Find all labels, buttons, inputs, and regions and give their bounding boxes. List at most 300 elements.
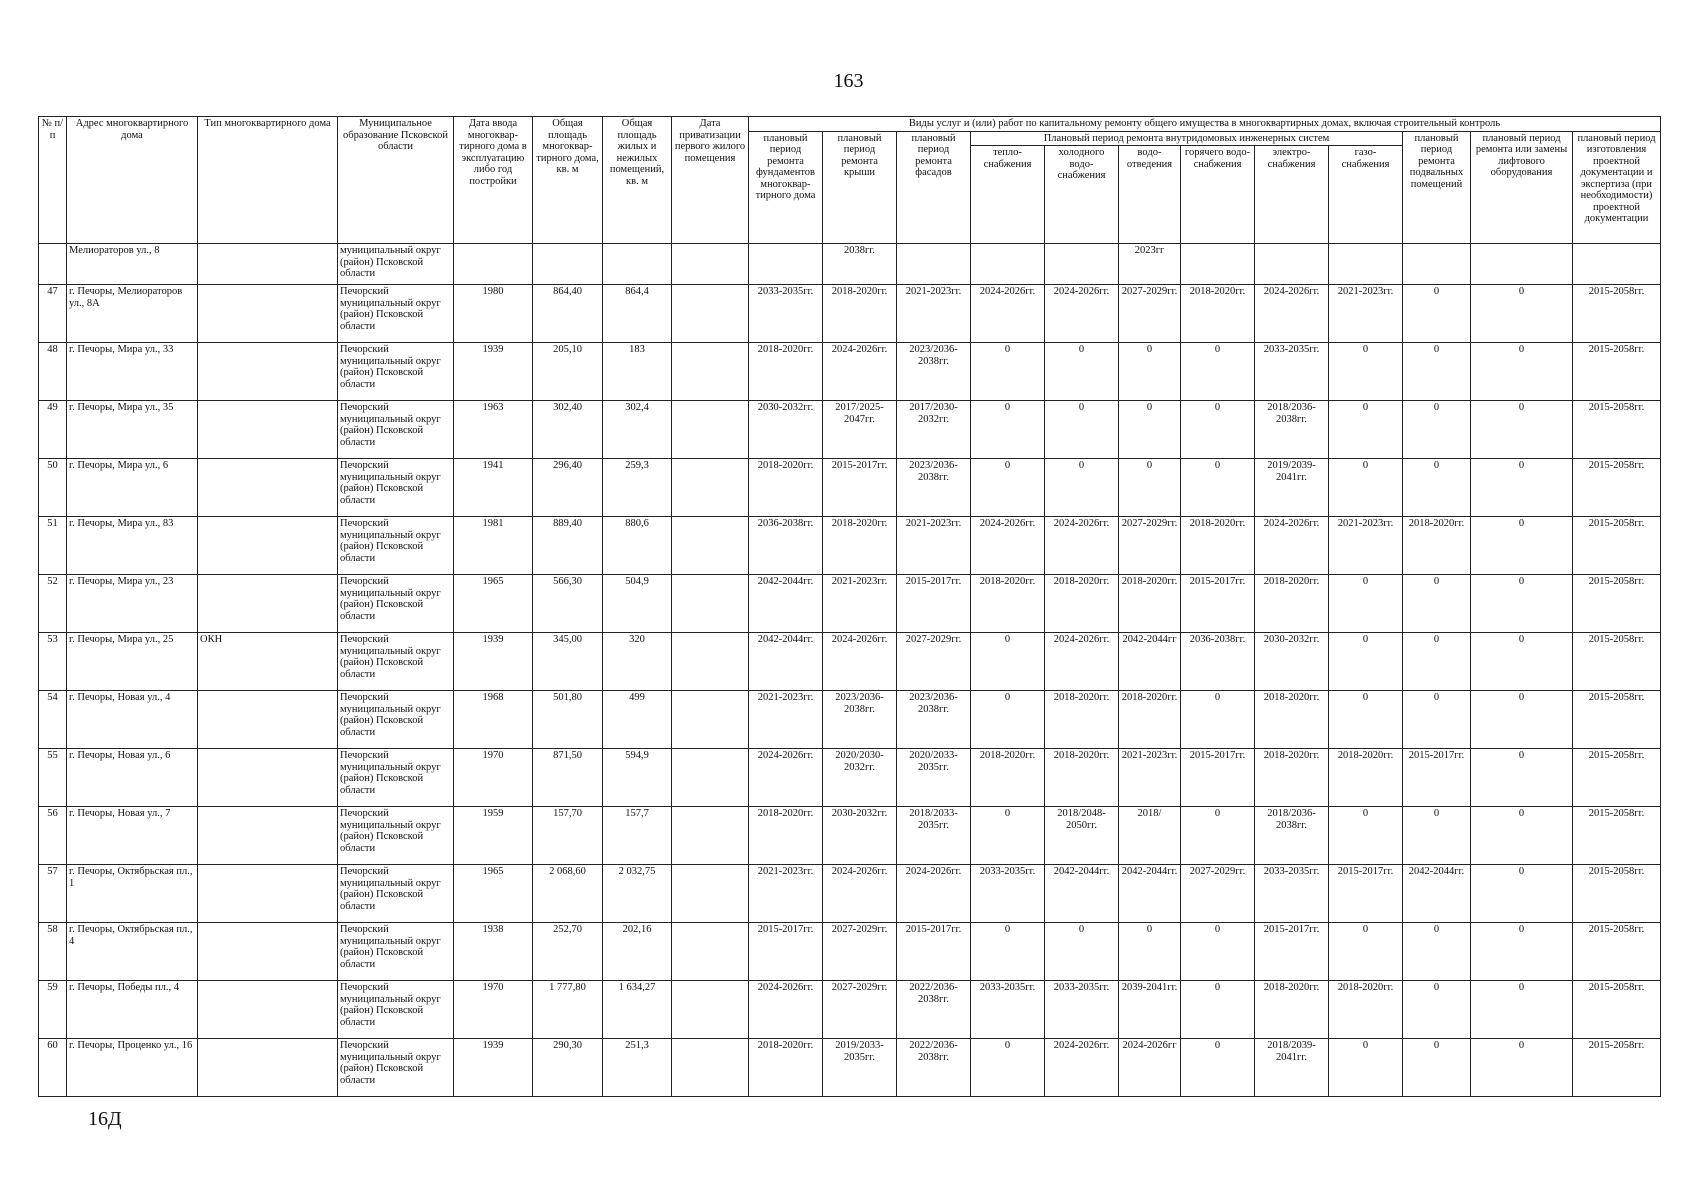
cell-heat: 0	[971, 923, 1045, 981]
cell-address: г. Печоры, Новая ул., 7	[67, 807, 198, 865]
cell-basement: 0	[1403, 923, 1471, 981]
cell-basement: 0	[1403, 633, 1471, 691]
cell-total-area: 345,00	[533, 633, 603, 691]
cell-elevator: 0	[1471, 807, 1573, 865]
cell-municipality: Печорский муниципальный округ (район) Псковской области	[338, 981, 454, 1039]
cell-heat: 0	[971, 633, 1045, 691]
cell-roof: 2030-2032гг.	[823, 807, 897, 865]
cell-design: 2015-2058гг.	[1573, 923, 1661, 981]
cell-living-area: 504,9	[603, 575, 672, 633]
cell-sewer: 0	[1119, 401, 1181, 459]
cell-gas: 2021-2023гг.	[1329, 285, 1403, 343]
cell-num: 58	[39, 923, 67, 981]
cell-type	[198, 691, 338, 749]
header-roof: плановый период ремонта крыши	[823, 131, 897, 244]
cell-privatization	[672, 285, 749, 343]
cell-privatization	[672, 343, 749, 401]
table-row	[39, 923, 1661, 981]
cell-cold-water: 2024-2026гг.	[1045, 1039, 1119, 1097]
cell-heat: 2018-2020гг.	[971, 749, 1045, 807]
cell-design: 2015-2058гг.	[1573, 459, 1661, 517]
cell-electric: 2018-2020гг.	[1255, 575, 1329, 633]
cell-foundation: 2018-2020гг.	[749, 807, 823, 865]
cell-gas: 0	[1329, 401, 1403, 459]
cell-design: 2015-2058гг.	[1573, 401, 1661, 459]
cell-address: г. Печоры, Мира ул., 33	[67, 343, 198, 401]
cell-roof: 2018-2020гг.	[823, 285, 897, 343]
cell-living-area: 320	[603, 633, 672, 691]
header-foundation: плановый период ремонта фундаментов многоквар- тирного дома	[749, 131, 823, 244]
cell-type	[198, 981, 338, 1039]
cell-privatization	[672, 517, 749, 575]
cell-gas	[1329, 244, 1403, 285]
table-row	[39, 285, 1661, 343]
cell-heat: 2024-2026гг.	[971, 517, 1045, 575]
cell-privatization	[672, 401, 749, 459]
header-facade: плановый период ремонта фасадов	[897, 131, 971, 244]
cell-elevator: 0	[1471, 749, 1573, 807]
cell-municipality: Печорский муниципальный округ (район) Псковской области	[338, 633, 454, 691]
table-row	[39, 807, 1661, 865]
cell-roof: 2020/2030-2032гг.	[823, 749, 897, 807]
cell-cold-water: 2042-2044гг.	[1045, 865, 1119, 923]
cell-type	[198, 865, 338, 923]
cell-privatization	[672, 865, 749, 923]
cell-num: 57	[39, 865, 67, 923]
cell-hot-water: 2015-2017гг.	[1181, 749, 1255, 807]
cell-facade: 2018/2033-2035гг.	[897, 807, 971, 865]
header-commissioning-date: Дата ввода многоквар- тирного дома в эксплуатацию либо год постройки	[454, 117, 533, 244]
cell-address: г. Печоры, Победы пл., 4	[67, 981, 198, 1039]
cell-heat: 2033-2035гг.	[971, 981, 1045, 1039]
cell-gas: 2015-2017гг.	[1329, 865, 1403, 923]
cell-elevator: 0	[1471, 1039, 1573, 1097]
cell-cold-water: 2024-2026гг.	[1045, 285, 1119, 343]
cell-basement: 0	[1403, 1039, 1471, 1097]
cell-sewer: 2018-2020гг.	[1119, 575, 1181, 633]
cell-address: г. Печоры, Мира ул., 23	[67, 575, 198, 633]
cell-heat: 0	[971, 401, 1045, 459]
cell-elevator: 0	[1471, 923, 1573, 981]
table-row	[39, 865, 1661, 923]
cell-heat: 0	[971, 1039, 1045, 1097]
cell-address: г. Печоры, Мира ул., 6	[67, 459, 198, 517]
cell-type	[198, 459, 338, 517]
table-row	[39, 749, 1661, 807]
cell-type	[198, 1039, 338, 1097]
cell-electric: 2018-2020гг.	[1255, 691, 1329, 749]
cell-num: 52	[39, 575, 67, 633]
cell-heat: 2033-2035гг.	[971, 865, 1045, 923]
cell-address: г. Печоры, Мелиораторов ул., 8А	[67, 285, 198, 343]
cell-design: 2015-2058гг.	[1573, 749, 1661, 807]
cell-hot-water: 0	[1181, 1039, 1255, 1097]
cell-facade: 2022/2036-2038гг.	[897, 1039, 971, 1097]
cell-basement: 0	[1403, 575, 1471, 633]
cell-heat: 0	[971, 691, 1045, 749]
cell-basement: 2015-2017гг.	[1403, 749, 1471, 807]
cell-facade: 2027-2029гг.	[897, 633, 971, 691]
cell-basement: 2042-2044гг.	[1403, 865, 1471, 923]
cell-elevator: 0	[1471, 343, 1573, 401]
cell-electric: 2033-2035гг.	[1255, 865, 1329, 923]
cell-electric: 2030-2032гг.	[1255, 633, 1329, 691]
cell-year: 1965	[454, 575, 533, 633]
cell-hot-water: 0	[1181, 807, 1255, 865]
cell-sewer: 2018/	[1119, 807, 1181, 865]
cell-num: 59	[39, 981, 67, 1039]
cell-electric: 2019/2039-2041гг.	[1255, 459, 1329, 517]
cell-design: 2015-2058гг.	[1573, 981, 1661, 1039]
table-row-continuation	[39, 244, 1661, 285]
cell-gas: 2021-2023гг.	[1329, 517, 1403, 575]
cell-foundation: 2024-2026гг.	[749, 981, 823, 1039]
cell-heat: 0	[971, 459, 1045, 517]
cell-cold-water: 2024-2026гг.	[1045, 633, 1119, 691]
cell-sewer: 2027-2029гг.	[1119, 285, 1181, 343]
table-row	[39, 517, 1661, 575]
cell-privatization	[672, 244, 749, 285]
cell-sewer: 2039-2041гг.	[1119, 981, 1181, 1039]
cell-gas: 0	[1329, 575, 1403, 633]
cell-year	[454, 244, 533, 285]
cell-elevator: 0	[1471, 459, 1573, 517]
cell-type	[198, 749, 338, 807]
cell-cold-water: 0	[1045, 459, 1119, 517]
cell-roof: 2024-2026гг.	[823, 865, 897, 923]
cell-privatization	[672, 459, 749, 517]
cell-total-area: 302,40	[533, 401, 603, 459]
cell-facade: 2023/2036-2038гг.	[897, 691, 971, 749]
cell-hot-water: 0	[1181, 981, 1255, 1039]
header-heat-supply: тепло- снабжения	[971, 146, 1045, 244]
cell-hot-water	[1181, 244, 1255, 285]
header-design-docs: плановый период изготовления проектной документации и экспертиза (при необходимости) проектной документации	[1573, 131, 1661, 244]
cell-facade: 2023/2036-2038гг.	[897, 343, 971, 401]
page-number: 163	[833, 70, 864, 92]
table-row	[39, 1039, 1661, 1097]
header-municipality: Муниципальное образование Псковской области	[338, 117, 454, 244]
cell-foundation: 2042-2044гг.	[749, 575, 823, 633]
header-total-area: Общая площадь многоквар- тирного дома, кв. м	[533, 117, 603, 244]
cell-num: 53	[39, 633, 67, 691]
table-row	[39, 575, 1661, 633]
cell-roof: 2019/2033-2035гг.	[823, 1039, 897, 1097]
cell-hot-water: 2018-2020гг.	[1181, 517, 1255, 575]
cell-facade: 2021-2023гг.	[897, 285, 971, 343]
cell-address: г. Печоры, Мира ул., 35	[67, 401, 198, 459]
cell-gas: 0	[1329, 807, 1403, 865]
cell-municipality: Печорский муниципальный округ (район) Псковской области	[338, 749, 454, 807]
cell-privatization	[672, 981, 749, 1039]
cell-roof: 2015-2017гг.	[823, 459, 897, 517]
cell-electric: 2018/2036-2038гг.	[1255, 807, 1329, 865]
cell-hot-water: 2015-2017гг.	[1181, 575, 1255, 633]
cell-total-area: 2 068,60	[533, 865, 603, 923]
cell-basement: 2018-2020гг.	[1403, 517, 1471, 575]
cell-electric: 2015-2017гг.	[1255, 923, 1329, 981]
cell-roof: 2023/2036-2038гг.	[823, 691, 897, 749]
cell-cold-water: 2018-2020гг.	[1045, 575, 1119, 633]
header-engineering-group: Плановый период ремонта внутридомовых инженерных систем	[971, 131, 1403, 146]
header-living-area: Общая площадь жилых и нежилых помещений, кв. м	[603, 117, 672, 244]
cell-heat	[971, 244, 1045, 285]
cell-type	[198, 807, 338, 865]
cell-foundation: 2030-2032гг.	[749, 401, 823, 459]
cell-foundation	[749, 244, 823, 285]
cell-living-area	[603, 244, 672, 285]
cell-total-area: 871,50	[533, 749, 603, 807]
cell-living-area: 157,7	[603, 807, 672, 865]
cell-living-area: 2 032,75	[603, 865, 672, 923]
cell-elevator: 0	[1471, 981, 1573, 1039]
cell-gas: 0	[1329, 633, 1403, 691]
header-type: Тип многоквартирного дома	[198, 117, 338, 244]
table-row	[39, 981, 1661, 1039]
cell-year: 1980	[454, 285, 533, 343]
cell-year: 1968	[454, 691, 533, 749]
cell-sewer: 2023гг	[1119, 244, 1181, 285]
cell-living-area: 251,3	[603, 1039, 672, 1097]
cell-living-area: 1 634,27	[603, 981, 672, 1039]
cell-living-area: 594,9	[603, 749, 672, 807]
capital-repair-table	[38, 116, 1661, 1097]
cell-elevator: 0	[1471, 401, 1573, 459]
cell-cold-water: 2018/2048-2050гг.	[1045, 807, 1119, 865]
cell-sewer: 0	[1119, 923, 1181, 981]
cell-year: 1939	[454, 1039, 533, 1097]
cell-municipality: Печорский муниципальный округ (район) Псковской области	[338, 691, 454, 749]
table-row	[39, 343, 1661, 401]
cell-basement: 0	[1403, 981, 1471, 1039]
header-elevator: плановый период ремонта или замены лифтового оборудования	[1471, 131, 1573, 244]
cell-cold-water: 2018-2020гг.	[1045, 691, 1119, 749]
cell-design: 2015-2058гг.	[1573, 285, 1661, 343]
cell-municipality: Печорский муниципальный округ (район) Псковской области	[338, 865, 454, 923]
cell-electric: 2018/2039-2041гг.	[1255, 1039, 1329, 1097]
cell-electric: 2024-2026гг.	[1255, 517, 1329, 575]
cell-facade: 2020/2033-2035гг.	[897, 749, 971, 807]
cell-total-area: 864,40	[533, 285, 603, 343]
cell-roof: 2038гг.	[823, 244, 897, 285]
cell-foundation: 2042-2044гг.	[749, 633, 823, 691]
cell-basement: 0	[1403, 459, 1471, 517]
cell-foundation: 2015-2017гг.	[749, 923, 823, 981]
cell-facade: 2015-2017гг.	[897, 575, 971, 633]
cell-basement: 0	[1403, 401, 1471, 459]
cell-roof: 2027-2029гг.	[823, 981, 897, 1039]
cell-facade: 2015-2017гг.	[897, 923, 971, 981]
cell-year: 1959	[454, 807, 533, 865]
cell-foundation: 2018-2020гг.	[749, 343, 823, 401]
cell-total-area	[533, 244, 603, 285]
cell-living-area: 202,16	[603, 923, 672, 981]
cell-municipality: Печорский муниципальный округ (район) Псковской области	[338, 517, 454, 575]
cell-hot-water: 2027-2029гг.	[1181, 865, 1255, 923]
cell-gas: 0	[1329, 1039, 1403, 1097]
cell-type	[198, 575, 338, 633]
cell-total-area: 889,40	[533, 517, 603, 575]
cell-facade	[897, 244, 971, 285]
cell-year: 1965	[454, 865, 533, 923]
header-electric-supply: электро- снабжения	[1255, 146, 1329, 244]
cell-foundation: 2033-2035гг.	[749, 285, 823, 343]
cell-cold-water: 0	[1045, 343, 1119, 401]
cell-gas: 2018-2020гг.	[1329, 981, 1403, 1039]
cell-heat: 0	[971, 343, 1045, 401]
cell-roof: 2027-2029гг.	[823, 923, 897, 981]
table-row	[39, 459, 1661, 517]
header-gas-supply: газо- снабжения	[1329, 146, 1403, 244]
cell-year: 1981	[454, 517, 533, 575]
cell-roof: 2024-2026гг.	[823, 343, 897, 401]
cell-sewer: 0	[1119, 459, 1181, 517]
cell-sewer: 2024-2026гг	[1119, 1039, 1181, 1097]
cell-address: г. Печоры, Октябрьская пл., 4	[67, 923, 198, 981]
cell-design: 2015-2058гг.	[1573, 343, 1661, 401]
cell-gas: 0	[1329, 343, 1403, 401]
cell-heat: 2018-2020гг.	[971, 575, 1045, 633]
cell-privatization	[672, 575, 749, 633]
cell-gas: 0	[1329, 459, 1403, 517]
cell-address: г. Печоры, Мира ул., 83	[67, 517, 198, 575]
cell-cold-water: 2024-2026гг.	[1045, 517, 1119, 575]
cell-living-area: 302,4	[603, 401, 672, 459]
cell-basement	[1403, 244, 1471, 285]
cell-facade: 2021-2023гг.	[897, 517, 971, 575]
cell-cold-water: 0	[1045, 923, 1119, 981]
cell-facade: 2024-2026гг.	[897, 865, 971, 923]
cell-num: 49	[39, 401, 67, 459]
cell-design: 2015-2058гг.	[1573, 691, 1661, 749]
cell-address: Мелиораторов ул., 8	[67, 244, 198, 285]
cell-year: 1970	[454, 981, 533, 1039]
header-num: № п/п	[39, 117, 67, 244]
cell-cold-water: 2018-2020гг.	[1045, 749, 1119, 807]
cell-living-area: 259,3	[603, 459, 672, 517]
cell-year: 1970	[454, 749, 533, 807]
cell-living-area: 499	[603, 691, 672, 749]
cell-heat: 2024-2026гг.	[971, 285, 1045, 343]
cell-design: 2015-2058гг.	[1573, 865, 1661, 923]
cell-design: 2015-2058гг.	[1573, 633, 1661, 691]
cell-electric: 2018-2020гг.	[1255, 749, 1329, 807]
cell-total-area: 1 777,80	[533, 981, 603, 1039]
cell-roof: 2017/2025-2047гг.	[823, 401, 897, 459]
cell-municipality: Печорский муниципальный округ (район) Псковской области	[338, 575, 454, 633]
cell-electric: 2018/2036-2038гг.	[1255, 401, 1329, 459]
cell-type	[198, 923, 338, 981]
cell-total-area: 205,10	[533, 343, 603, 401]
cell-electric	[1255, 244, 1329, 285]
cell-design: 2015-2058гг.	[1573, 575, 1661, 633]
cell-sewer: 2027-2029гг.	[1119, 517, 1181, 575]
cell-total-area: 252,70	[533, 923, 603, 981]
cell-municipality: Печорский муниципальный округ (район) Псковской области	[338, 285, 454, 343]
header-works-group: Виды услуг и (или) работ по капитальному ремонту общего имущества в многоквартирных домах, включая строительный контроль	[749, 117, 1661, 132]
cell-type	[198, 343, 338, 401]
cell-total-area: 566,30	[533, 575, 603, 633]
cell-design: 2015-2058гг.	[1573, 807, 1661, 865]
cell-electric: 2018-2020гг.	[1255, 981, 1329, 1039]
cell-cold-water: 2033-2035гг.	[1045, 981, 1119, 1039]
cell-type	[198, 401, 338, 459]
cell-gas: 0	[1329, 691, 1403, 749]
cell-facade: 2023/2036-2038гг.	[897, 459, 971, 517]
cell-sewer: 2021-2023гг.	[1119, 749, 1181, 807]
cell-elevator: 0	[1471, 285, 1573, 343]
header-basement: плановый период ремонта подвальных помещений	[1403, 131, 1471, 244]
footer-code: 16Д	[88, 1108, 122, 1130]
cell-basement: 0	[1403, 285, 1471, 343]
cell-type: ОКН	[198, 633, 338, 691]
cell-elevator: 0	[1471, 575, 1573, 633]
cell-year: 1963	[454, 401, 533, 459]
cell-cold-water: 0	[1045, 401, 1119, 459]
header-address: Адрес многоквартирного дома	[67, 117, 198, 244]
cell-municipality: Печорский муниципальный округ (район) Псковской области	[338, 401, 454, 459]
table-row	[39, 633, 1661, 691]
cell-living-area: 183	[603, 343, 672, 401]
cell-privatization	[672, 633, 749, 691]
table-row	[39, 401, 1661, 459]
cell-privatization	[672, 923, 749, 981]
cell-num: 55	[39, 749, 67, 807]
cell-total-area: 501,80	[533, 691, 603, 749]
cell-num: 48	[39, 343, 67, 401]
cell-sewer: 0	[1119, 343, 1181, 401]
cell-address: г. Печоры, Октябрьская пл., 1	[67, 865, 198, 923]
cell-foundation: 2018-2020гг.	[749, 1039, 823, 1097]
cell-design	[1573, 244, 1661, 285]
cell-sewer: 2018-2020гг.	[1119, 691, 1181, 749]
cell-elevator: 0	[1471, 865, 1573, 923]
cell-hot-water: 0	[1181, 459, 1255, 517]
header-sewerage: водо- отведения	[1119, 146, 1181, 244]
cell-basement: 0	[1403, 691, 1471, 749]
cell-roof: 2024-2026гг.	[823, 633, 897, 691]
cell-address: г. Печоры, Мира ул., 25	[67, 633, 198, 691]
cell-year: 1938	[454, 923, 533, 981]
cell-address: г. Печоры, Новая ул., 6	[67, 749, 198, 807]
cell-heat: 0	[971, 807, 1045, 865]
cell-foundation: 2024-2026гг.	[749, 749, 823, 807]
cell-living-area: 880,6	[603, 517, 672, 575]
cell-roof: 2018-2020гг.	[823, 517, 897, 575]
cell-privatization	[672, 691, 749, 749]
cell-facade: 2022/2036-2038гг.	[897, 981, 971, 1039]
cell-total-area: 290,30	[533, 1039, 603, 1097]
header-privatization-date: Дата приватизации первого жилого помещения	[672, 117, 749, 244]
cell-num	[39, 244, 67, 285]
cell-municipality: Печорский муниципальный округ (район) Псковской области	[338, 1039, 454, 1097]
cell-electric: 2024-2026гг.	[1255, 285, 1329, 343]
cell-cold-water	[1045, 244, 1119, 285]
cell-foundation: 2021-2023гг.	[749, 865, 823, 923]
cell-foundation: 2018-2020гг.	[749, 459, 823, 517]
cell-sewer: 2042-2044гг	[1119, 633, 1181, 691]
cell-elevator	[1471, 244, 1573, 285]
cell-municipality: Печорский муниципальный округ (район) Псковской области	[338, 807, 454, 865]
cell-design: 2015-2058гг.	[1573, 1039, 1661, 1097]
cell-foundation: 2021-2023гг.	[749, 691, 823, 749]
cell-hot-water: 0	[1181, 343, 1255, 401]
cell-foundation: 2036-2038гг.	[749, 517, 823, 575]
cell-total-area: 157,70	[533, 807, 603, 865]
cell-design: 2015-2058гг.	[1573, 517, 1661, 575]
cell-num: 56	[39, 807, 67, 865]
cell-basement: 0	[1403, 807, 1471, 865]
